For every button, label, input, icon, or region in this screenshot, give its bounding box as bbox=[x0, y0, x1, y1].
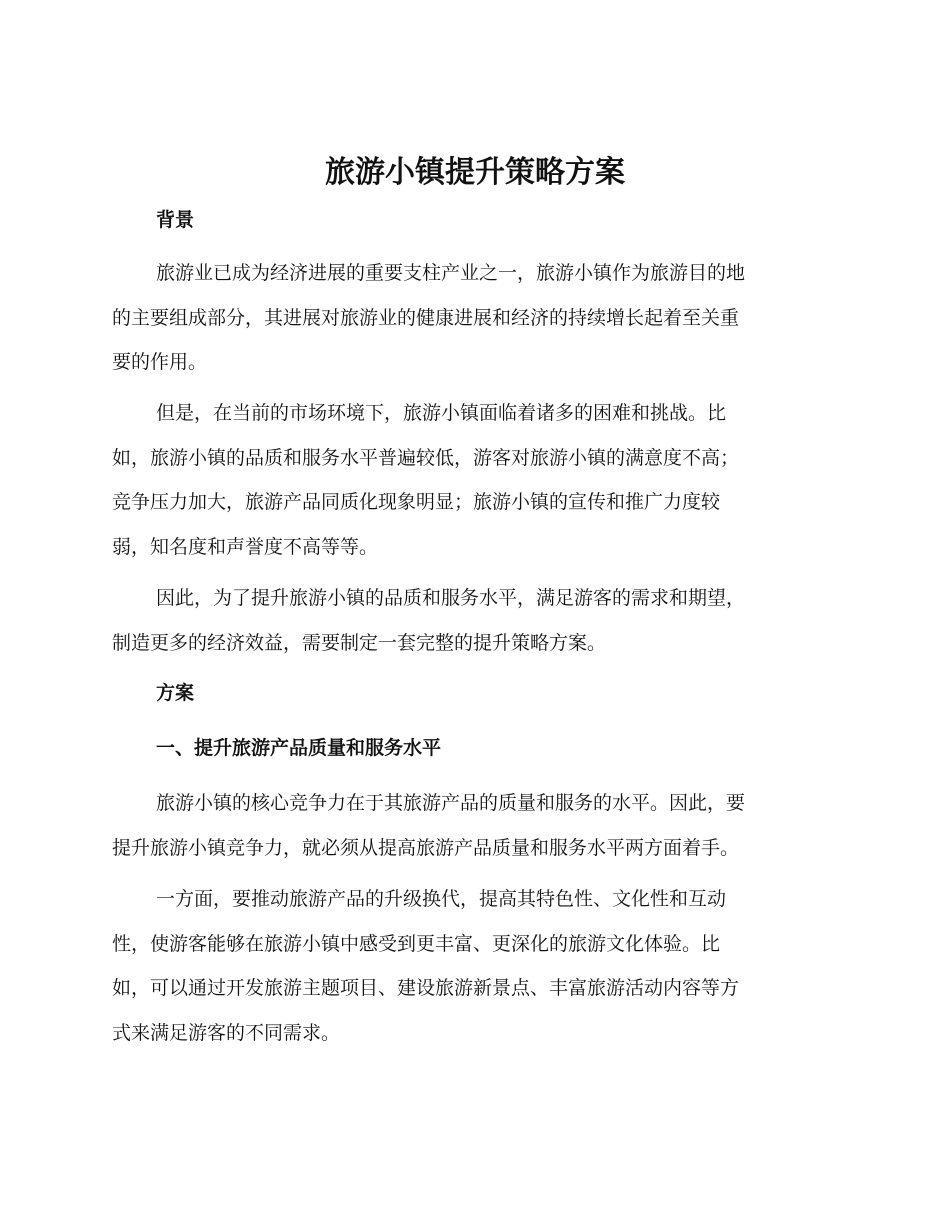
paragraph-4 bbox=[112, 781, 842, 870]
paragraph-line: 的主要组成部分，其进展对旅游业的健康进展和经济的持续增长起着至关重 bbox=[112, 306, 740, 329]
paragraph-2 bbox=[112, 391, 842, 569]
paragraph-line: 旅游小镇的核心竞争力在于其旅游产品的质量和服务的水平。因此，要 bbox=[156, 792, 746, 814]
paragraph-line: 提升旅游小镇竞争力，就必须从提高旅游产品质量和服务水平两方面着手。 bbox=[112, 836, 740, 859]
paragraph-line: 式来满足游客的不同需求。 bbox=[112, 1021, 341, 1044]
paragraph-5 bbox=[112, 877, 842, 1055]
paragraph-line: 竞争压力加大，旅游产品同质化现象明显；旅游小镇的宣传和推广力度较 bbox=[112, 491, 721, 513]
paragraph-1 bbox=[112, 251, 842, 385]
paragraph-3 bbox=[112, 576, 842, 665]
paragraph-line: 制造更多的经济效益，需要制定一套完整的提升策略方案。 bbox=[112, 631, 607, 654]
paragraph-line: 性，使游客能够在旅游小镇中感受到更丰富、更深化的旅游文化体验。比 bbox=[112, 932, 721, 955]
document-title: 旅游小镇提升策略方案 bbox=[325, 155, 625, 190]
heading-section-1: 一、提升旅游产品质量和服务水平 bbox=[156, 737, 442, 759]
heading-background: 背景 bbox=[156, 209, 195, 231]
paragraph-line: 如，旅游小镇的品质和服务水平普遍较低，游客对旅游小镇的满意度不高； bbox=[112, 446, 740, 469]
paragraph-line: 一方面，要推动旅游产品的升级换代，提高其特色性、文化性和互动 bbox=[156, 888, 727, 910]
paragraph-line: 弱，知名度和声誉度不高等等。 bbox=[112, 535, 379, 558]
heading-plan: 方案 bbox=[156, 682, 195, 704]
paragraph-line: 因此，为了提升旅游小镇的品质和服务水平，满足游客的需求和期望， bbox=[156, 587, 746, 609]
paragraph-line: 但是，在当前的市场环境下，旅游小镇面临着诸多的困难和挑战。比 bbox=[156, 402, 727, 424]
paragraph-line: 如，可以通过开发旅游主题项目、建设旅游新景点、丰富旅游活动内容等方 bbox=[112, 977, 740, 999]
paragraph-line: 旅游业已成为经济进展的重要支柱产业之一，旅游小镇作为旅游目的地 bbox=[156, 262, 746, 284]
paragraph-line: 要的作用。 bbox=[112, 351, 208, 373]
